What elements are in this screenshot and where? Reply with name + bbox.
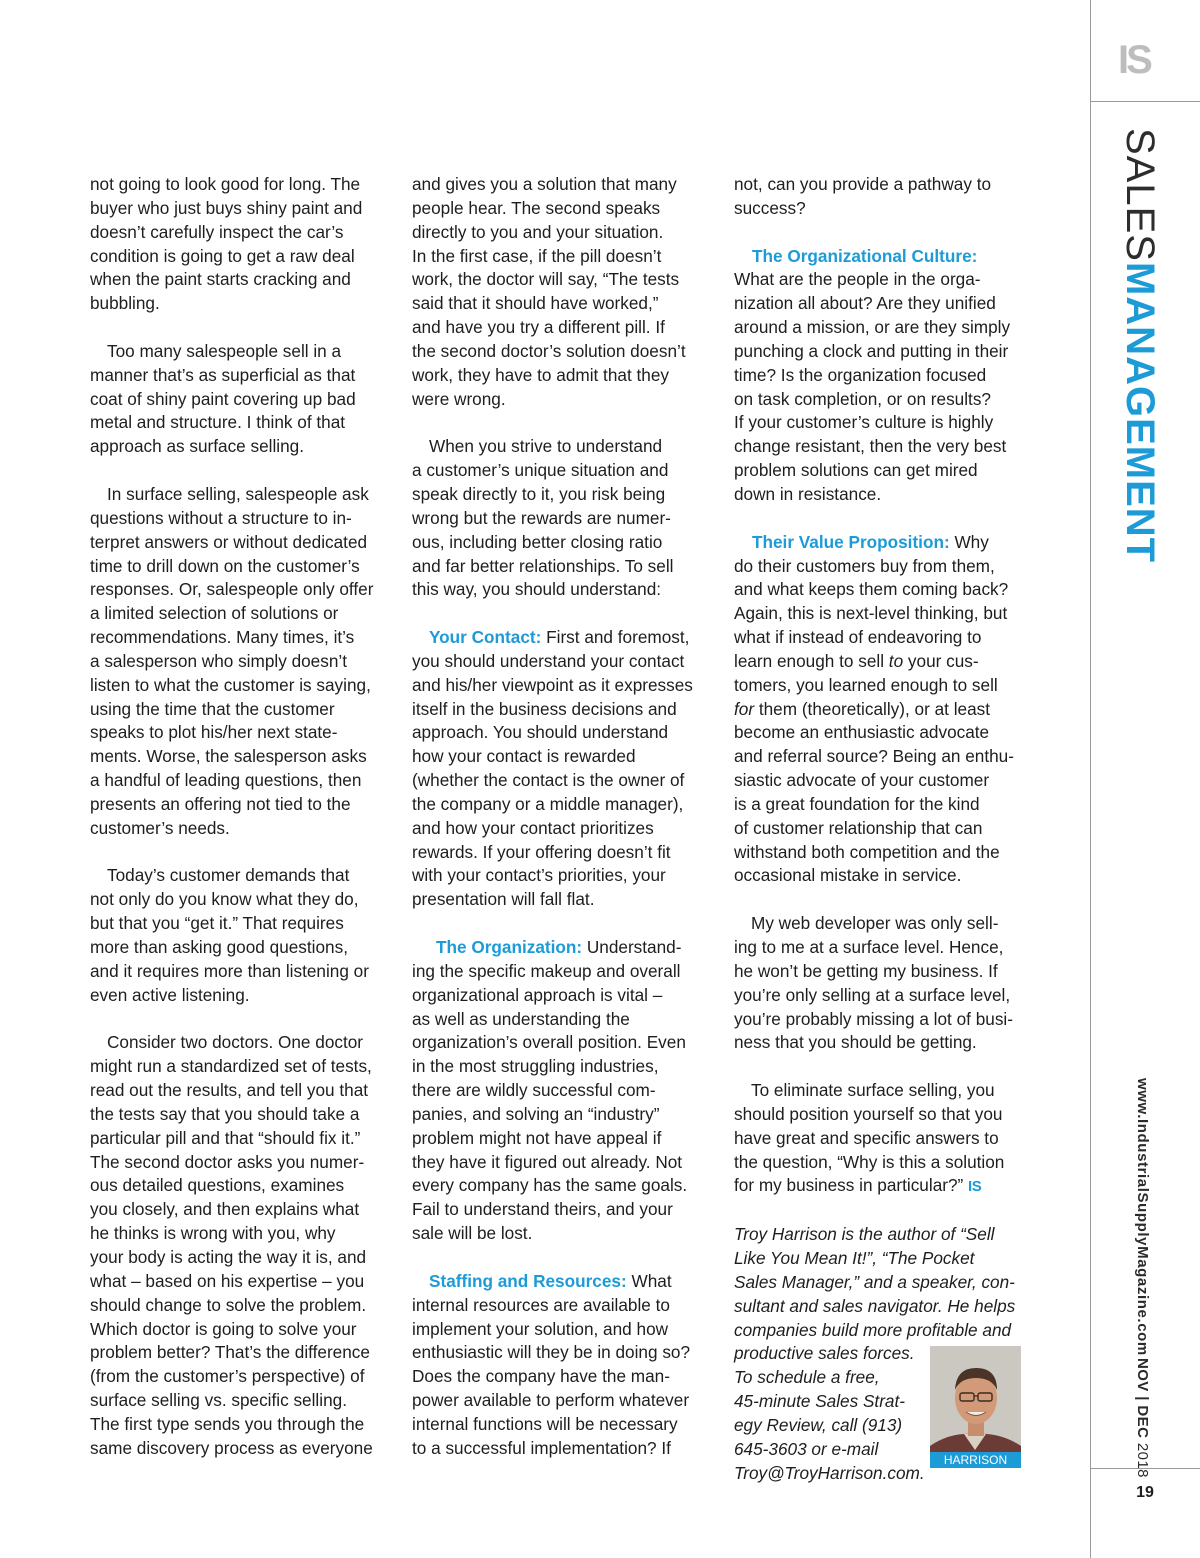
text-line: companies build more profitable and [734,1319,1012,1340]
text-line: of customer relationship that can [734,817,983,838]
text-line: Again, this is next-level thinking, but [734,603,1008,624]
text-line: productive sales forces. [734,1343,915,1364]
text-line: the tests say that you should take a [90,1103,360,1124]
text-line: ous detailed questions, examines [90,1175,345,1196]
paragraph [90,1031,382,1460]
text-line: egy Review, call (913) [734,1414,903,1435]
text-line: What are the people in the orga- [734,269,981,290]
text-line: To schedule a free, [734,1367,880,1388]
text-line: on task completion, or on results? [734,388,991,409]
text-line: sale will be lost. [412,1223,533,1244]
text-line: you closely, and then explains what [90,1199,360,1220]
issue-date [1132,1358,1152,1478]
text-line: itself in the business decisions and [412,698,677,719]
text-line: The second doctor asks you numer- [90,1151,365,1172]
text-line: responses. Or, salespeople only offer [90,579,374,600]
text-line: My web developer was only sell- [751,913,999,934]
text-line: recommendations. Many times, it’s [90,627,355,648]
subsection-organization: The Organization: Understand- ing the specific makeup and overall organizational approach is vital – as well as understanding the organization’s overall position. Even in the most struggling industries, there are wildly successful com- panies, and solving an “industry” problem might not have appeal if they have it figured out already. Not every company has the same goals. Fail to understand theirs, and your sale will be lost. [412,936,704,1246]
photo-caption: HARRISON [930,1452,1021,1468]
text-line: nization all about? Are they unified [734,293,996,314]
text-line: Today’s customer demands that [107,865,350,886]
paragraph [734,173,1026,221]
paragraph [412,173,704,411]
text-line: punching a clock and putting in their [734,340,1009,361]
text-line: is a great foundation for the kind [734,793,980,814]
text-line: read out the results, and tell you that [90,1080,369,1101]
text-line: he thinks is wrong with you, why [90,1223,336,1244]
text-line: terpret answers or without dedicated [90,531,368,552]
text-line: were wrong. [412,388,506,409]
paragraph [90,483,382,841]
subsection-value-proposition: Their Value Proposition: Why do their customers buy from them, and what keeps them coming back? Again, this is next-level thinking, but what if instead of endeavoring to learn enough to sell to your cus- tomers, you learned enough to sell for them (theoretically), or at least become an enthusiastic advocate and referral source? Being an enthu- siastic advocate of your customer is a great foundation for the kind of customer relationship that can withstand both competition and the occasional mistake in service. [734,531,1026,889]
text-line: a customer’s unique situation and [412,460,669,481]
subsection-staffing: Staffing and Resources: What internal resources are available to implement your solution, and how enthusiastic will they be in doing so? Does the company have the man- power available to perform whatever internal functions will be necessary to a successful implementation? If [412,1270,704,1461]
text-line: to a successful implementation? If [412,1437,671,1458]
text-line: In surface selling, salespeople ask [107,483,369,504]
text-line: If your customer’s culture is highly [734,412,994,433]
text-line: do their customers buy from them, [734,555,995,576]
text-line: they have it figured out already. Not [412,1151,683,1172]
text-line: what – based on his expertise – you [90,1270,365,1291]
paragraph [90,340,382,459]
text-line: enthusiastic will they be in doing so? [412,1342,691,1363]
text-line: particular pill and that “should fix it.” [90,1127,361,1148]
text-line: and have you try a different pill. If [412,317,665,338]
text-line: become an enthusiastic advocate [734,722,990,743]
text-line: speaks to plot his/her next state- [90,722,338,743]
text-line: said that it should have worked,” [412,293,659,314]
text-line: panies, and solving an “industry” [412,1103,660,1124]
text-line: Troy Harrison is the author of “Sell [734,1224,995,1245]
text-line: Sales Manager,” and a speaker, con- [734,1271,1015,1292]
text-line: speak directly to it, you risk being [412,483,666,504]
end-mark-logo: IS [968,1178,982,1196]
text-line: Consider two doctors. One doctor [107,1032,364,1053]
text-line: The first type sends you through the [90,1413,365,1434]
text-line: you’re only selling at a surface level, [734,984,1011,1005]
text-line: directly to you and your situation. [412,221,664,242]
text-line: might run a standardized set of tests, [90,1056,372,1077]
text-line: time? Is the organization focused [734,364,987,385]
text-line: customer’s needs. [90,817,230,838]
page-number: 19 [1136,1484,1154,1501]
text-line: work, the doctor will say, “The tests [412,269,680,290]
magazine-url: www.IndustrialSupplyMagazine.com [1134,1078,1151,1356]
text-line: presentation will fall flat. [412,889,595,910]
text-line: listen to what the customer is saying, [90,674,371,695]
text-line: withstand both competition and the [734,841,1000,862]
text-line: ness that you should be getting. [734,1032,977,1053]
text-line: and gives you a solution that many [412,174,677,194]
column-3 [734,173,1026,1509]
text-line: (from the customer’s perspective) of [90,1366,365,1387]
text-line: you’re probably missing a lot of busi- [734,1008,1013,1029]
column-2 [412,173,704,1484]
text-line: metal and structure. I think of that [90,412,346,433]
text-line: wrong but the rewards are numer- [412,507,671,528]
text-line: not only do you know what they do, [90,889,359,910]
text-line: Does the company have the man- [412,1366,670,1387]
text-line: presents an offering not tied to the [90,793,351,814]
text-line: time to drill down on the customer’s [90,555,360,576]
text-line: problem might not have appeal if [412,1127,662,1148]
text-line: problem better? That’s the difference [90,1342,370,1363]
text-line: people hear. The second speaks [412,197,661,218]
text-line: bubbling. [90,293,160,314]
text-line: (whether the contact is the owner of [412,770,685,791]
text-line: Which doctor is going to solve your [90,1318,357,1339]
text-line: ing to me at a surface level. Hence, [734,937,1004,957]
rail-top-rule [1090,101,1200,102]
text-line: manner that’s as superficial as that [90,364,356,385]
text-line: same discovery process as everyone [90,1437,373,1458]
text-line: work, they have to admit that they [412,364,669,385]
text-line: and far better relationships. To sell [412,555,674,576]
text-line: and his/her viewpoint as it expresses [412,674,693,695]
paragraph [734,912,1026,1055]
text-line: around a mission, or are they simply [734,317,1011,338]
text-line: ments. Worse, the salesperson asks [90,746,367,767]
text-line: and how your contact prioritizes [412,817,654,838]
text-line: doesn’t carefully inspect the car’s [90,221,344,242]
text-line: success? [734,197,806,218]
text-line: in the most struggling industries, [412,1056,659,1077]
text-line: a salesperson who simply doesn’t [90,650,347,671]
text-line: a limited selection of solutions or [90,603,339,624]
subheading: The Organization: [436,937,583,957]
text-line: organizational approach is vital – [412,984,663,1005]
text-line: ous, including better closing ratio [412,531,663,552]
text-line: have great and specific answers to [734,1127,999,1148]
text-line: surface selling vs. specific selling. [90,1390,347,1411]
text-line: the second doctor’s solution doesn’t [412,340,686,361]
text-line: and it requires more than listening or [90,960,369,981]
paragraph [412,435,704,602]
issue-month: NOV | DEC [1134,1358,1151,1439]
rail-divider [1090,0,1091,1558]
text-line: should position yourself so that you [734,1103,1003,1124]
text-line: problem solutions can get mired [734,460,978,481]
text-line: this way, you should understand: [412,579,662,600]
subsection-culture [734,245,1026,507]
text-line: not, can you provide a pathway to [734,174,992,194]
text-line: every company has the same goals. [412,1175,688,1196]
subheading: Staffing and Resources: [429,1270,627,1291]
subheading: Your Contact: [429,627,542,648]
text-line: sultant and sales navigator. He helps [734,1295,1016,1316]
text-line: implement your solution, and how [412,1318,669,1339]
paragraph [90,864,382,1007]
text-line: 45-minute Sales Strat- [734,1391,905,1412]
subheading: Their Value Proposition: [752,531,950,552]
paragraph [90,173,382,316]
section-title-bold: MANAGEMENT [1118,261,1162,564]
text-line: not going to look good for long. The [90,174,361,194]
text-line: power available to perform whatever [412,1390,690,1411]
text-line: as well as understanding the [412,1008,630,1029]
text-line: internal functions will be necessary [412,1413,678,1434]
text-line: and what keeps them coming back? [734,579,1009,600]
text-line: To eliminate surface selling, you [751,1080,995,1101]
subheading: The Organizational Culture: [752,245,978,266]
text-line: In the first case, if the pill doesn’t [412,245,662,266]
text-line: your body is acting the way it is, and [90,1246,367,1267]
text-line: a handful of leading questions, then [90,770,362,791]
text-line: When you strive to understand [429,436,663,457]
text-line: there are wildly successful com- [412,1080,656,1101]
text-line: and referral source? Being an enthu- [734,746,1014,767]
text-line: with your contact’s priorities, your [412,865,666,886]
text-line: occasional mistake in service. [734,865,962,886]
text-line: even active listening. [90,984,250,1005]
text-line: 645-3603 or e-mail [734,1438,879,1459]
text-line: buyer who just buys shiny paint and [90,197,363,218]
paragraph-closing: To eliminate surface selling, you should position yourself so that you have great and specific answers to the question, “Why is this a solution for my business in particular?” IS [734,1079,1026,1199]
text-line: questions without a structure to in- [90,507,352,528]
is-logo: IS [1118,38,1150,82]
text-line: condition is going to get a raw deal [90,245,355,266]
text-line: the question, “Why is this a solution [734,1151,1005,1172]
text-line: down in resistance. [734,483,882,504]
text-line: how your contact is rewarded [412,746,636,767]
text-line: more than asking good questions, [90,937,348,957]
text-line: approach as surface selling. [90,436,305,457]
text-line: should change to solve the problem. [90,1294,367,1315]
text-line: change resistant, then the very best [734,436,1007,457]
text-line: Troy@TroyHarrison.com. [734,1462,925,1483]
issue-year: 2018 [1134,1442,1151,1478]
text-line: Like You Mean It!”, “The Pocket [734,1247,975,1268]
text-line: Fail to understand theirs, and your [412,1199,673,1220]
text-line: using the time that the customer [90,698,335,719]
text-line: approach. You should understand [412,722,669,743]
text-line: what if instead of endeavoring to [734,627,982,648]
author-photo [930,1346,1021,1468]
text-line: organization’s overall position. Even [412,1032,686,1053]
section-title-light: SALES [1118,128,1162,262]
text-line: when the paint starts cracking and [90,269,351,290]
text-line: rewards. If your offering doesn’t fit [412,841,671,862]
section-title [1116,128,1164,563]
text-line: ing the specific makeup and overall [412,960,681,981]
column-1 [90,173,382,1484]
text-line: but that you “get it.” That requires [90,913,344,934]
text-line: coat of shiny paint covering up bad [90,388,356,409]
text-line: Too many salespeople sell in a [107,340,342,361]
text-line: internal resources are available to [412,1294,670,1315]
subsection-your-contact: Your Contact: First and foremost, you should understand your contact and his/her viewpoint as it expresses itself in the business decisions and approach. You should understand how your contact is rewarded (whether the contact is the owner of the company or a middle manager), and how your contact prioritizes rewards. If your offering doesn’t fit with your contact’s priorities, your presentation will fall flat. [412,626,704,912]
text-line: he won’t be getting my business. If [734,960,998,981]
author-portrait-illustration [930,1346,1021,1468]
text-line: siastic advocate of your customer [734,770,990,791]
text-line: you should understand your contact [412,650,685,671]
text-line: the company or a middle manager), [412,793,684,814]
